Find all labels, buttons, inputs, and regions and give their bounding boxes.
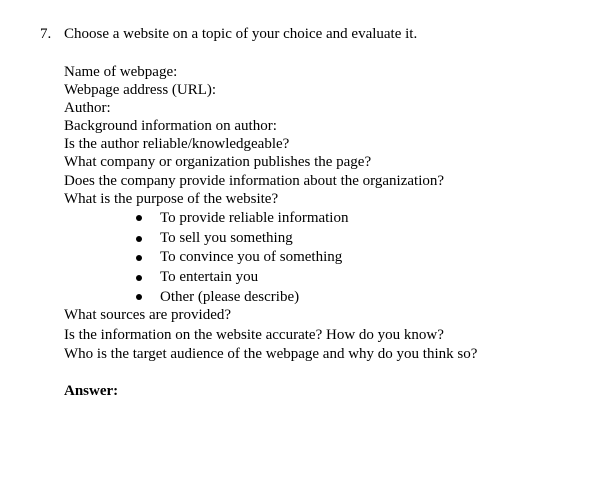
bullet-icon	[136, 236, 142, 242]
purpose-option-inform: To provide reliable information	[160, 210, 349, 226]
field-target-audience: Who is the target audience of the webpage and why do you think so?	[64, 346, 478, 362]
purpose-option-sell: To sell you something	[160, 230, 293, 246]
purpose-option-entertain: To entertain you	[160, 269, 259, 285]
purpose-option-other: Other (please describe)	[160, 289, 300, 305]
bullet-icon	[136, 255, 142, 261]
bullet-icon	[136, 294, 142, 300]
field-webpage-name: Name of webpage:	[64, 64, 178, 80]
field-accuracy: Is the information on the website accurate? How do you know?	[64, 327, 444, 343]
question-text: Choose a website on a topic of your choice and evaluate it.	[64, 26, 418, 42]
bullet-icon	[136, 215, 142, 221]
field-author-background: Background information on author:	[64, 118, 277, 134]
field-sources: What sources are provided?	[64, 307, 232, 323]
field-publisher-info: Does the company provide information about the organization?	[64, 173, 445, 189]
field-author-reliable: Is the author reliable/knowledgeable?	[64, 136, 290, 152]
answer-label: Answer:	[64, 383, 119, 399]
field-webpage-url: Webpage address (URL):	[64, 82, 217, 98]
field-publisher: What company or organization publishes the page?	[64, 154, 372, 170]
field-purpose: What is the purpose of the website?	[64, 191, 279, 207]
field-author: Author:	[64, 100, 111, 116]
bullet-icon	[136, 275, 142, 281]
question-number: 7.	[40, 26, 52, 42]
purpose-option-convince: To convince you of something	[160, 249, 343, 265]
